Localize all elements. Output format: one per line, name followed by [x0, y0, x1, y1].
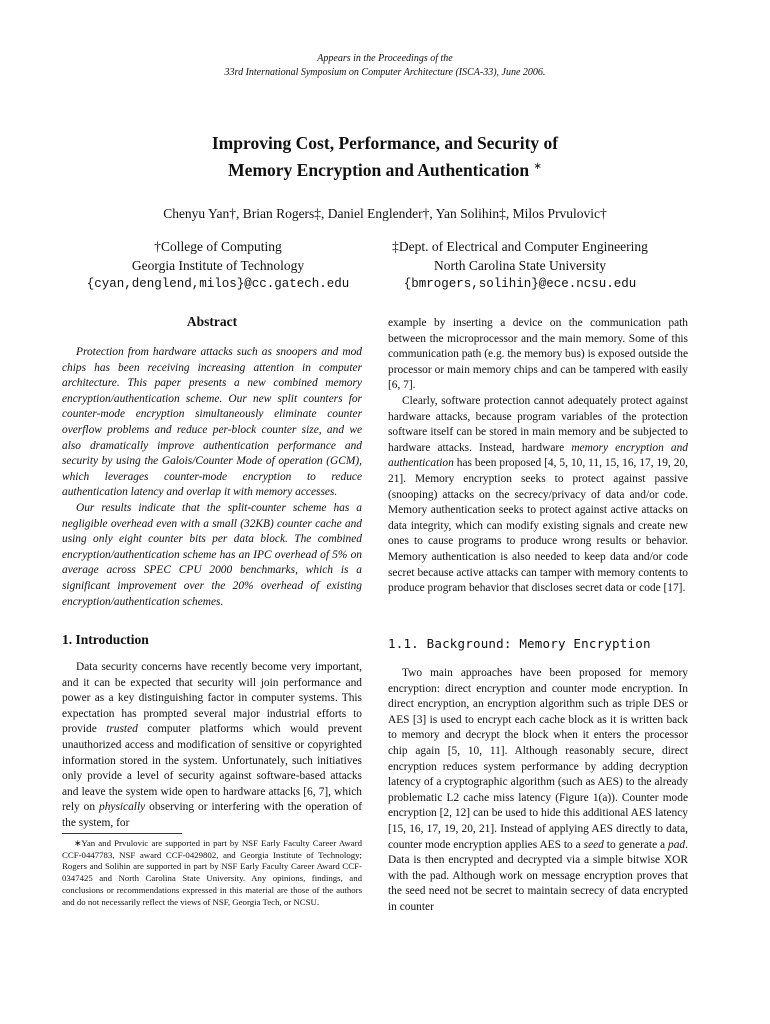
right-column-body — [388, 316, 688, 597]
title-line-1: Improving Cost, Performance, and Security of — [211, 133, 559, 153]
affiliation-email: {cyan,denglend,milos}@cc.gatech.edu — [86, 277, 350, 291]
body-paragraph — [388, 394, 688, 597]
affiliation-org: North Carolina State University — [433, 257, 607, 273]
author-list: Chenyu Yan†, Brian Rogers‡, Daniel Englender†, Yan Solihin‡, Milos Prvulovic† — [163, 206, 607, 221]
abstract-heading: Abstract — [186, 314, 238, 329]
text-run: to generate a — [603, 838, 669, 851]
text-run: observing or interfering with the operation of the system, for — [62, 801, 362, 829]
background-body — [388, 666, 688, 916]
emphasis: pad — [668, 838, 686, 851]
emphasis: physically — [99, 801, 146, 814]
abstract-paragraph: Our results indicate that the split-counter scheme has a negligible overhead even with a small (32KB) counter cache and using only eight counter bits per data block. The combined encryption/authentication scheme has an IPC overhead of 5% on average across SPEC CPU 2000 benchmarks, which is a significant improvement over the 20% overhead of existing encryption/authentication schemes. — [62, 501, 362, 608]
affiliation-org: Georgia Institute of Technology — [131, 257, 305, 273]
footnote — [62, 838, 362, 908]
text-run: Clearly, software protection cannot adequately protect against hardware attacks, because program variables of the protection software itself can be stored in main memory and be subjected to hardware attacks. Instead, hardware — [388, 394, 688, 454]
text-run: has been proposed [4, 5, 10, 11, 15, 16, 17, 19, 20, 21]. Memory encryption seeks to protect against passive (snooping) attacks on the secrecy/privacy of data and/or code. Memory authentication seeks to protect against active attacks on data integrity, which can modify existing signals and create new ones to cause programs to produce wrong results or behavior. Memory authentication is also needed to keep data and/or code secret because active attacks can tamper with memory contents to produce program behavior that discloses secret data or code [17]. — [388, 457, 688, 595]
venue-line-1: Appears in the Proceedings of the — [317, 53, 453, 64]
footnote-divider — [62, 833, 182, 834]
text-run: Two main approaches have been proposed for memory encryption: direct encryption and counter mode encryption. In direct encryption, an encryption algorithm such as triple DES or AES [3] is used to encrypt each cache block as it is written back to memory and decrypt the block when it enters the processor chip again [5, 10, 11]. Although reasonably secure, direct encryption reduces system performance by adding decryption latency of a cryptographic algorithm (such as AES) to the already problematic L2 cache miss latency (Figure 1(a)). Counter mode encryption [2, 12] can be used to hide this additional AES latency [15, 16, 17, 19, 20, 21]. Instead of applying AES directly to data, counter mode encryption applies AES to a — [388, 667, 688, 851]
venue-line-2: 33rd International Symposium on Computer Architecture (ISCA-33), June 2006. — [224, 67, 546, 78]
subsection-heading-background: 1.1. Background: Memory Encryption — [388, 636, 651, 651]
section-heading-introduction: 1. Introduction — [62, 632, 149, 647]
emphasis: memory encryption and authentication — [388, 441, 689, 470]
emphasis: seed — [583, 838, 604, 851]
abstract-paragraph: Protection from hardware attacks such as snoopers and mod chips has been receiving increasing attention in computer architecture. This paper presents a new combined memory encryption/authentication scheme. Our new split counters for counter-mode encryption simultaneously eliminate counter overflow problems and reduce per-block counter size, and we also dramatically improve authentication performance and security by using the Galois/Counter Mode of operation (GCM), which leverages counter-mode encryption to reduce authentication latency and overlap it with memory accesses. — [62, 346, 362, 499]
body-paragraph: example by inserting a device on the communication path between the microprocessor and the main memory. Some of this communication path (e.g. the memory bus) is exposed outside the processor or main memory chips and can be tampered with easily [6, 7]. — [388, 317, 688, 392]
text-run: Data security concerns have recently become very important, and it can be expected that security will join performance and power as a key distinguishing factor in computer systems. This expectation has prompted several major industrial efforts to provide — [62, 661, 362, 736]
footnote-text: ∗Yan and Prvulovic are supported in part by NSF Early Faculty Career Award CCF-0447783, NSF award CCF-0429802, and Georgia Institute of Technology; Rogers and Solihin are supported in part by NSF Early Faculty Career Award CCF-0347425 and North Carolina State University. Any opinions, findings, and conclusions or recommendations expressed in this material are those of the authors and do not necessarily reflect the views of NSF, Georgia Tech, or NCSU. — [62, 838, 362, 907]
abstract-body — [62, 345, 362, 610]
venue-note — [0, 52, 770, 80]
body-paragraph — [62, 660, 362, 832]
text-run: . Data is then encrypted and decrypted via a simple bitwise XOR with the pad. Although work on message encryption proves that the seed need not be secret to maintain secrecy of data encrypted in counter — [388, 838, 688, 913]
emphasis: trusted — [106, 723, 138, 736]
affiliation-email: {bmrogers,solihin}@ece.ncsu.edu — [403, 277, 637, 291]
text-run: computer platforms which would prevent unauthorized access and modification of sensitive or copyrighted information stored in the system. Unfortunately, such initiatives only provide a level of security against software-based attacks and leave the system wide open to hardware attacks [6, 7], which rely on — [62, 723, 362, 814]
paper-title — [0, 132, 770, 182]
affiliation-ncsu — [330, 238, 710, 294]
title-footnote-mark: ∗ — [533, 161, 542, 172]
introduction-body — [62, 660, 362, 832]
body-paragraph — [388, 666, 688, 916]
affiliation-dept: †College of Computing — [154, 239, 282, 254]
affiliation-dept: ‡Dept. of Electrical and Computer Engineering — [392, 239, 648, 254]
affiliation-gatech — [68, 238, 368, 294]
title-line-2 — [0, 155, 770, 182]
title-line-2-text: Memory Encryption and Authentication — [228, 159, 530, 180]
